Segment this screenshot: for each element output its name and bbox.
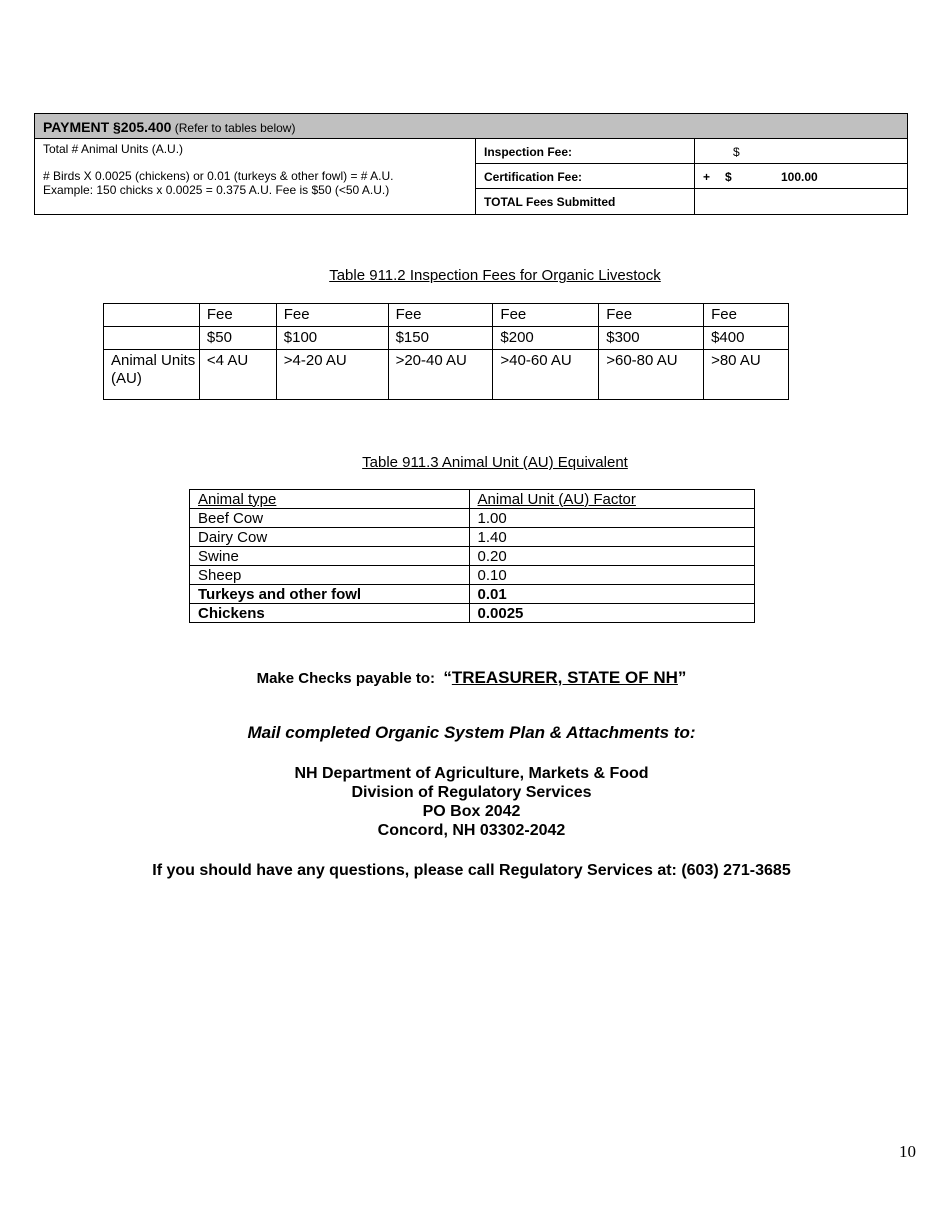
factor-cell: 0.0025 xyxy=(469,604,754,623)
questions-contact: If you should have any questions, please call Regulatory Services at: (603) 271-3685 xyxy=(152,862,791,879)
payee-name: TREASURER, STATE OF NH xyxy=(451,668,678,687)
table-cell: Fee xyxy=(388,304,493,327)
checks-payable-line xyxy=(0,668,943,688)
table-cell: >40-60 AU xyxy=(493,350,599,400)
factor-cell: 1.40 xyxy=(469,528,754,547)
table-cell: Fee xyxy=(276,304,388,327)
table-cell: Fee xyxy=(599,304,704,327)
table-row xyxy=(190,566,755,585)
table-row xyxy=(190,604,755,623)
total-fees-row xyxy=(475,189,907,214)
table-cell: >60-80 AU xyxy=(599,350,704,400)
inspection-fees-table xyxy=(103,303,789,400)
page-number: 10 xyxy=(899,1142,916,1161)
payment-box xyxy=(34,113,908,215)
birds-example: Example: 150 chicks x 0.0025 = 0.375 A.U. Fee is $50 (<50 A.U.) xyxy=(43,183,390,197)
birds-formula: # Birds X 0.0025 (chickens) or 0.01 (turkeys & other fowl) = # A.U. xyxy=(43,169,394,183)
table-cell xyxy=(104,327,200,350)
col-animal-type: Animal type xyxy=(190,490,470,509)
payment-title: PAYMENT §205.400 xyxy=(43,119,172,135)
certification-plus: + xyxy=(703,170,711,184)
table-row xyxy=(190,528,755,547)
factor-cell: 0.10 xyxy=(469,566,754,585)
table-row xyxy=(190,509,755,528)
animal-cell: Turkeys and other fowl xyxy=(190,585,470,604)
animal-cell: Beef Cow xyxy=(190,509,470,528)
animal-cell: Dairy Cow xyxy=(190,528,470,547)
payment-note: (Refer to tables below) xyxy=(174,121,296,135)
table-header-row xyxy=(190,490,755,509)
table-row xyxy=(190,547,755,566)
col-au-factor: Animal Unit (AU) Factor xyxy=(469,490,754,509)
certification-fee-label: Certification Fee: xyxy=(484,170,583,184)
animal-unit-table xyxy=(189,489,755,623)
fee-summary xyxy=(475,139,907,214)
animal-units-label: Animal Units (AU) xyxy=(104,350,200,400)
table-cell xyxy=(104,304,200,327)
table-cell: $50 xyxy=(199,327,276,350)
table-cell: Fee xyxy=(493,304,599,327)
payment-header xyxy=(35,114,907,139)
address-line: Division of Regulatory Services xyxy=(351,784,592,801)
table-cell: <4 AU xyxy=(199,350,276,400)
total-fees-label: TOTAL Fees Submitted xyxy=(484,195,616,209)
table-cell: $400 xyxy=(704,327,789,350)
certification-fee-value: 100.00 xyxy=(781,170,818,184)
mailing-address xyxy=(0,764,943,840)
payment-body xyxy=(35,139,907,214)
address-line: Concord, NH 03302-2042 xyxy=(377,822,566,839)
factor-cell: 0.20 xyxy=(469,547,754,566)
certification-dollar: $ xyxy=(725,170,732,184)
factor-cell: 0.01 xyxy=(469,585,754,604)
animal-cell: Chickens xyxy=(190,604,470,623)
table-row xyxy=(190,585,755,604)
table-cell: $150 xyxy=(388,327,493,350)
table-911-2-caption: Table 911.2 Inspection Fees for Organic Livestock xyxy=(329,267,661,284)
inspection-fee-value[interactable]: $ xyxy=(733,145,740,159)
inspection-fee-label: Inspection Fee: xyxy=(484,145,573,159)
animal-units-row xyxy=(104,350,789,400)
checks-label: Make Checks payable to: xyxy=(256,670,435,687)
address-line: PO Box 2042 xyxy=(422,803,521,820)
table-cell: >80 AU xyxy=(704,350,789,400)
certification-fee-row xyxy=(475,164,907,189)
fee-amount-row xyxy=(104,327,789,350)
mail-heading: Mail completed Organic System Plan & Attachments to: xyxy=(247,723,696,742)
table-cell: $200 xyxy=(493,327,599,350)
total-units-label: Total # Animal Units (A.U.) xyxy=(43,142,184,156)
inspection-fee-row xyxy=(475,139,907,164)
table-911-3-caption: Table 911.3 Animal Unit (AU) Equivalent xyxy=(362,454,628,471)
table-cell: Fee xyxy=(704,304,789,327)
table-cell: >20-40 AU xyxy=(388,350,493,400)
payee: “TREASURER, STATE OF NH” xyxy=(443,668,687,687)
table-cell: $300 xyxy=(599,327,704,350)
table-cell: Fee xyxy=(199,304,276,327)
table-cell: >4-20 AU xyxy=(276,350,388,400)
animal-cell: Sheep xyxy=(190,566,470,585)
fee-header-row xyxy=(104,304,789,327)
animal-cell: Swine xyxy=(190,547,470,566)
address-line: NH Department of Agriculture, Markets & Food xyxy=(294,765,649,782)
factor-cell: 1.00 xyxy=(469,509,754,528)
table-cell: $100 xyxy=(276,327,388,350)
payment-instructions xyxy=(35,139,475,214)
